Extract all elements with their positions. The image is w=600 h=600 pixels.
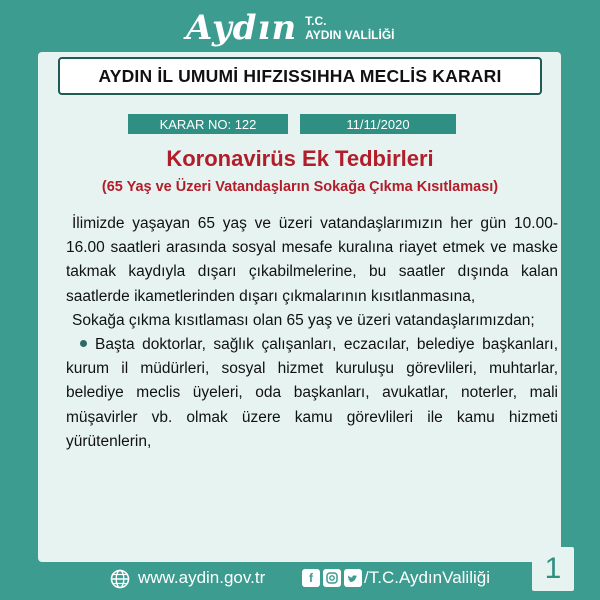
instagram-icon[interactable] xyxy=(323,569,341,587)
logo-script-text: Aydın xyxy=(186,8,298,48)
date-badge: 11/11/2020 xyxy=(300,114,456,134)
paragraph-2-text: Sokağa çıkma kısıtlaması olan 65 yaş ve üzeri vatandaşlarımızdan; xyxy=(72,311,535,329)
bullet-text: Başta doktorlar, sağlık çalışanları, eczacılar, belediye başkanları, kurum il müdürleri, sosyal hizmet kuruluşu görevlileri, muhtarlar, belediye meclis üyeleri, oda başkanları, avukatlar, noterler, mali müşavirler vb. olmak üzere kamu görevlileri ile kamu hizmeti yürütenlerin, xyxy=(66,336,558,450)
karar-no-badge: KARAR NO: 122 xyxy=(128,114,288,134)
logo-tc: T.C. xyxy=(305,14,327,28)
paragraph-2 xyxy=(66,309,558,333)
logo-tc-block xyxy=(305,14,394,42)
bullet-item xyxy=(66,333,558,454)
twitter-icon[interactable] xyxy=(344,569,362,587)
facebook-icon[interactable]: f xyxy=(302,569,320,587)
page-number: 1 xyxy=(532,547,574,591)
headline-title: Koronavirüs Ek Tedbirleri xyxy=(166,146,434,171)
logo-valilik: AYDIN VALİLİĞİ xyxy=(305,28,395,42)
globe-icon xyxy=(110,569,130,589)
footer xyxy=(0,565,600,600)
valilik-logo xyxy=(186,8,395,48)
headline-subtitle: (65 Yaş ve Üzeri Vatandaşların Sokağa Çıkma Kısıtlaması) xyxy=(101,179,499,195)
bullet-icon xyxy=(80,340,87,347)
decision-body xyxy=(66,212,558,454)
paragraph-1: İlimizde yaşayan 65 yaş ve üzeri vatandaşlarımızın her gün 10.00-16.00 saatleri arasında sosyal mesafe kuralına riayet etmek ve maske takmak kaydıyla dışarı çıkabilmelerine, bu saatler dışında kalan saatlerde ikametlerinden dışarı çıkmalarının kısıtlanmasına, xyxy=(66,215,558,305)
document-title: AYDIN İL UMUMİ HIFZISSIHHA MECLİS KARARI xyxy=(58,57,542,95)
social-icons xyxy=(302,569,362,587)
social-handle[interactable]: /T.C.AydınValiliği xyxy=(364,568,490,587)
website-link[interactable]: www.aydin.gov.tr xyxy=(138,568,266,587)
